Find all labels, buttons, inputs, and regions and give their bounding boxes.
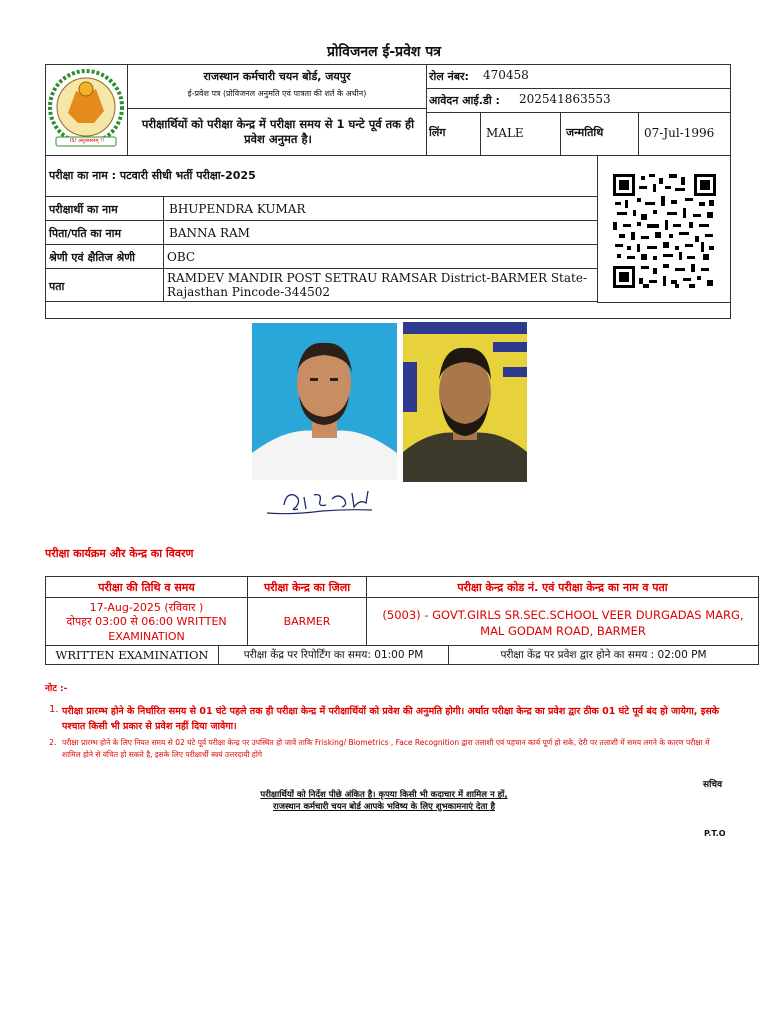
application-label: आवेदन आई.डी :	[429, 94, 500, 107]
schedule-date-line2: दोपहर 03:00 से 06:00 WRITTEN EXAMINATION	[66, 615, 227, 643]
candidate-photo-1	[252, 323, 397, 480]
candidate-name-label: परीक्षार्थी का नाम	[49, 203, 118, 216]
gender-value-cell	[480, 112, 561, 156]
father-name-label: पिता/पति का नाम	[49, 227, 122, 240]
dob-value-cell	[638, 112, 731, 156]
address-label: पता	[49, 280, 65, 293]
schedule-center-cell	[366, 597, 759, 646]
candidate-photo-2	[403, 322, 527, 482]
logo-cell	[45, 64, 128, 156]
exam-name: परीक्षा का नाम : पटवारी सीधी भर्ती परीक्षा-2025	[49, 169, 256, 182]
schedule-reporting-time: परीक्षा केंद्र पर रिपोर्टिंग का समय: 01:00 PM	[243, 649, 424, 661]
entry-notice: परीक्षार्थियों को परीक्षा केन्द्र में परीक्षा समय से 1 घन्टे पूर्व तक ही प्रवेश अनुमत है।	[141, 117, 415, 146]
dob-label: जन्मतिथि	[566, 126, 604, 139]
schedule-section-title: परीक्षा कार्यक्रम और केन्द्र का विवरण	[45, 547, 194, 560]
schedule-date-line1: 17-Aug-2025 (रविवार )	[89, 601, 204, 614]
note-1-text: परीक्षा प्रारम्भ होने के निर्धारित समय से 01 घंटे पहले तक ही परीक्षा केन्द्र में परीक्षार्थियों को प्रवेश की अनुमति होगी। अर्थात परीक्षा केन्द्र का प्रवेश द्वार ठीक 01 घंटे पूर्व बंद हो जायेगा, इसके पश्चात किसी भी प्रकार से प्रवेश नहीं दिया जावेगा।	[62, 706, 720, 732]
schedule-header-center-text: परीक्षा केन्द्र कोड नं. एवं परीक्षा केन्द्र का नाम व पता	[457, 581, 668, 594]
roll-value: 470458	[483, 68, 529, 82]
gender-label: लिंग	[429, 126, 446, 139]
address-label-cell	[45, 268, 164, 302]
note-1-number: 1.	[49, 704, 59, 715]
schedule-header-district-text: परीक्षा केन्द्र का जिला	[263, 581, 351, 594]
category-value-cell	[163, 244, 598, 269]
schedule-header-center	[366, 576, 759, 598]
qr-code-image	[613, 174, 716, 288]
father-name-value: BANNA RAM	[169, 226, 250, 240]
dob-label-cell	[560, 112, 639, 156]
note-2-number: 2.	[49, 738, 57, 747]
instructions-line-2: राजस्थान कर्मचारी चयन बोर्ड आपके भविष्य के लिए शुभकामनाएं देता है	[273, 802, 495, 812]
notes-heading: नोट :-	[45, 684, 68, 694]
gender-label-cell	[426, 112, 481, 156]
category-label-cell	[45, 244, 164, 269]
board-subtitle: ई-प्रवेश पत्र (प्रोविजनल अनुमति एवं पात्रता की शर्त के अधीन)	[187, 89, 367, 98]
schedule-header-district	[247, 576, 367, 598]
board-header-cell	[127, 64, 427, 109]
address-value: RAMDEV MANDIR POST SETRAU RAMSAR District-BARMER State-Rajasthan Pincode-344502	[167, 271, 588, 299]
category-value: OBC	[167, 250, 196, 264]
schedule-reporting-cell	[218, 645, 449, 665]
exam-name-cell	[45, 155, 598, 197]
board-name: राजस्थान कर्मचारी चयन बोर्ड, जयपुर	[203, 70, 351, 83]
address-value-cell	[163, 268, 598, 302]
candidate-name-label-cell	[45, 196, 164, 221]
father-name-value-cell	[163, 220, 598, 245]
page-title: प्रोविजनल ई-प्रवेश पत्र	[326, 44, 442, 60]
roll-cell	[426, 64, 731, 89]
dob-value: 07-Jul-1996	[644, 126, 715, 140]
application-value: 202541863553	[519, 92, 611, 106]
schedule-exam-type: WRITTEN EXAMINATION	[55, 648, 209, 662]
category-label: श्रेणी एवं क्षैतिज श्रेणी	[49, 251, 136, 264]
schedule-header-date	[45, 576, 248, 598]
entry-notice-cell	[127, 108, 427, 156]
schedule-center: (5003) - GOVT.GIRLS SR.SEC.SCHOOL VEER DURGADAS MARG, MAL GODAM ROAD, BARMER	[382, 608, 744, 638]
schedule-district-cell	[247, 597, 367, 646]
note-2-text: परीक्षा प्रारम्भ होने के लिए नियत समय से 02 घंटे पूर्व परीक्षा केन्द्र पर उपस्थित हो जावें ताकि Frisking/ Biometrics , Face Recognition द्वारा तलाशी एवं पहचान कार्य पूर्ण हो सके, देरी पर तलाशी में समय लगने के कारण परीक्षा में शामिल होने से वंचित हो सकते है, इसके लिए परीक्षार्थी स्वयं उत्तरदायी होंगे	[62, 738, 710, 759]
logo-ribbon-text: IS! अनुशासनम् !!	[69, 138, 105, 144]
instructions-line-1: परीक्षार्थियों को निर्देश पीछे अंकित है। कृपया किसी भी कदाचार में शामिल न हों,	[260, 790, 508, 800]
gender-value: MALE	[486, 126, 524, 140]
father-name-label-cell	[45, 220, 164, 245]
candidate-signature	[262, 485, 382, 521]
secretary-label: सचिव	[703, 780, 723, 790]
schedule-exam-type-cell	[45, 645, 219, 665]
schedule-gate-cell	[448, 645, 759, 665]
application-cell	[426, 88, 731, 113]
candidate-name-value-cell	[163, 196, 598, 221]
candidate-name-value: BHUPENDRA KUMAR	[169, 202, 306, 216]
roll-label: रोल नंबर:	[429, 70, 469, 83]
schedule-header-date-text: परीक्षा की तिथि व समय	[98, 581, 195, 594]
pto-label: P.T.O	[704, 829, 726, 838]
schedule-date-cell	[45, 597, 248, 646]
schedule-district: BARMER	[283, 615, 331, 628]
schedule-gate-close-time: परीक्षा केंद्र पर प्रवेश द्वार होने का समय : 02:00 PM	[500, 649, 707, 661]
